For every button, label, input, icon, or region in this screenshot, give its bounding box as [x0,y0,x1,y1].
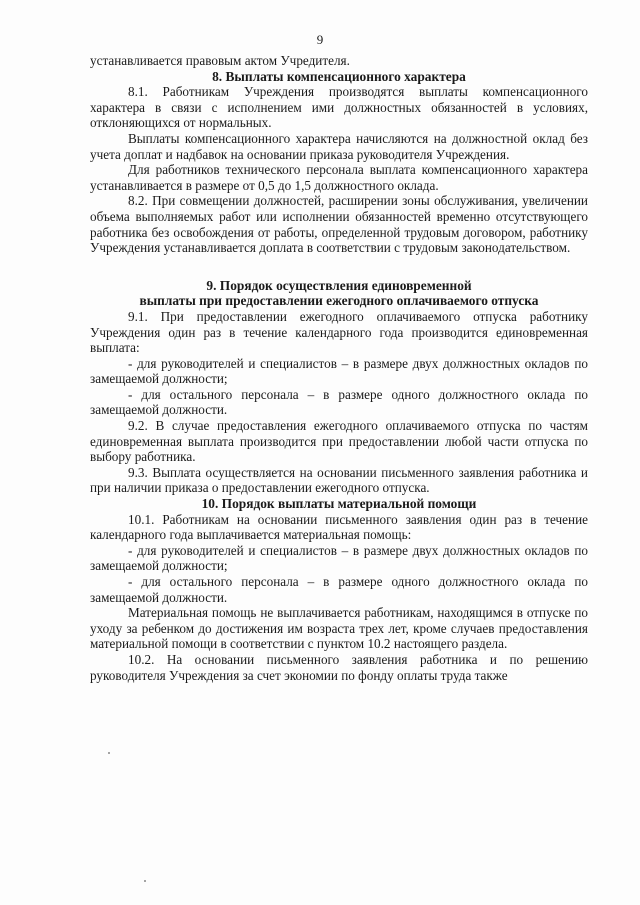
scan-speck [108,752,110,754]
section-10-list-item: - для остального персонала – в размере одного должностного оклада по замещаемой должности. [90,574,588,605]
section-10-paragraph: Материальная помощь не выплачивается работникам, находящимся в отпуске по уходу за ребенком до достижения им возраста трех лет, кроме случаев предоставления материальной помощи в соответствии с пунктом 10.2 настоящего раздела. [90,605,588,652]
section-8-paragraph: Выплаты компенсационного характера начисляются на должностной оклад без учета доплат и надбавок на основании приказа руководителя Учреждения. [90,130,588,162]
section-9-list-item: - для руководителей и специалистов – в размере двух должностных окладов по замещаемой должности; [90,355,588,387]
document-body [90,53,588,683]
section-8-paragraph: 8.2. При совмещении должностей, расширении зоны обслуживания, увеличении объема выполняемых работ или исполнении обязанностей временно отсутствующего работника без освобождения от работы, определенной трудовым договором, работнику Учреждения устанавливается доплата в соответствии с трудовым законодательством. [90,193,588,256]
section-8-heading: 8. Выплаты компенсационного характера [212,68,466,84]
section-8-paragraph: Для работников технического персонала выплата компенсационного характера устанавливается в размере от 0,5 до 1,5 должностного оклада. [90,162,588,193]
section-10-paragraph: 10.1. Работникам на основании письменного заявления один раз в течение календарного года выплачивается материальная помощь: [90,511,588,543]
section-8-paragraph: 8.1. Работникам Учреждения производятся выплаты компенсационного характера в связи с исполнением ими должностных обязанностей в условиях, отклоняющихся от нормальных. [90,84,588,131]
section-10-heading: 10. Порядок выплаты материальной помощи [201,496,477,512]
section-9-heading-line: 9. Порядок осуществления единовременной [206,277,472,293]
page-number: 9 [316,32,324,47]
section-9-list-item: - для остального персонала – в размере одного должностного оклада по замещаемой должности. [90,386,588,418]
section-10-list-item: - для руководителей и специалистов – в размере двух должностных окладов по замещаемой должности; [90,542,588,574]
section-9-heading [90,278,588,309]
section-10-paragraph: 10.2. На основании письменного заявления работника и по решению руководителя Учреждения за счет экономии по фонду оплаты труда также [90,651,588,683]
scan-speck [144,880,146,882]
section-9-heading-line: выплаты при предоставлении ежегодного оплачиваемого отпуска [139,293,539,309]
intro-line: устанавливается правовым актом Учредителя. [90,53,350,68]
section-9-paragraph: 9.1. При предоставлении ежегодного оплачиваемого отпуска работнику Учреждения один раз в течение календарного года производится единовременная выплата: [90,308,588,356]
section-9-paragraph: 9.2. В случае предоставления ежегодного оплачиваемого отпуска по частям единовременная выплата производится при предоставлении любой части отпуска по выбору работника. [90,418,588,465]
section-9-paragraph: 9.3. Выплата осуществляется на основании письменного заявления работника и при наличии приказа о предоставлении ежегодного отпуска. [90,464,588,496]
